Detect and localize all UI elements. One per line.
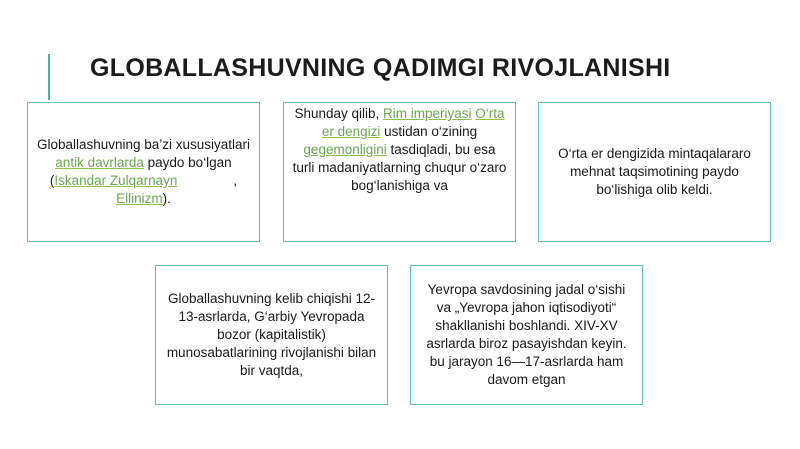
info-box-european-trade [410,265,643,405]
text-segment: Globallashuvning ba’zi xususiyatlari [36,137,251,152]
text-segment: ustidan o‘zining [380,124,478,139]
title-accent-line [48,54,50,100]
link-orta-er-dengizi[interactable]: O‘rta er dengizi [321,106,505,139]
text-segment: Shunday qilib, [294,106,383,121]
info-box-text: Yevropa savdosining jadal o‘sishi va „Yevropa jahon iqtisodiyoti“ shakllanishi boshlandi. XIV-XV asrlarda biroz pasayishdan keyin. bu jarayon 16—17-asrlarda ham davom etgan [426,282,627,387]
link-rim-imperiyasi[interactable]: Rim imperiyasi [383,106,472,121]
link-gegemonligini[interactable]: gegemonligini [303,142,387,157]
info-box-text [36,136,251,208]
info-box-text: O‘rta er dengizida mintaqalararo mehnat taqsimotining paydo bo‘lishiga olib keldi. [558,146,751,197]
info-box-mediterranean [538,102,771,242]
text-segment: paydo bo‘lgan ( [49,155,232,188]
info-box-rome [283,102,516,242]
info-box-origins [155,265,388,405]
link-ellinizm[interactable]: Ellinizm [116,191,163,206]
text-segment: , [233,173,238,188]
link-iskandar-zulqarnayn[interactable]: Iskandar Zulqarnayn [54,173,178,188]
info-box-text [292,105,507,195]
link-antik-davrlarda[interactable]: antik davrlarda [55,155,144,170]
slide-title: GLOBALLASHUVNING QADIMGI RIVOJLANISHI [90,54,671,82]
text-segment: ). [162,191,171,206]
info-box-antiquity [27,102,260,242]
text-segment: tasdiqladi, bu esa turli madaniyatlarning chuqur o‘zaro bog‘lanishiga va [292,142,507,193]
info-box-text: Globallashuvning kelib chiqishi 12-13-asrlarda, G‘arbiy Yevropada bozor (kapitalistik) munosabatlarining rivojlanishi bilan bir vaqtda, [166,291,377,378]
